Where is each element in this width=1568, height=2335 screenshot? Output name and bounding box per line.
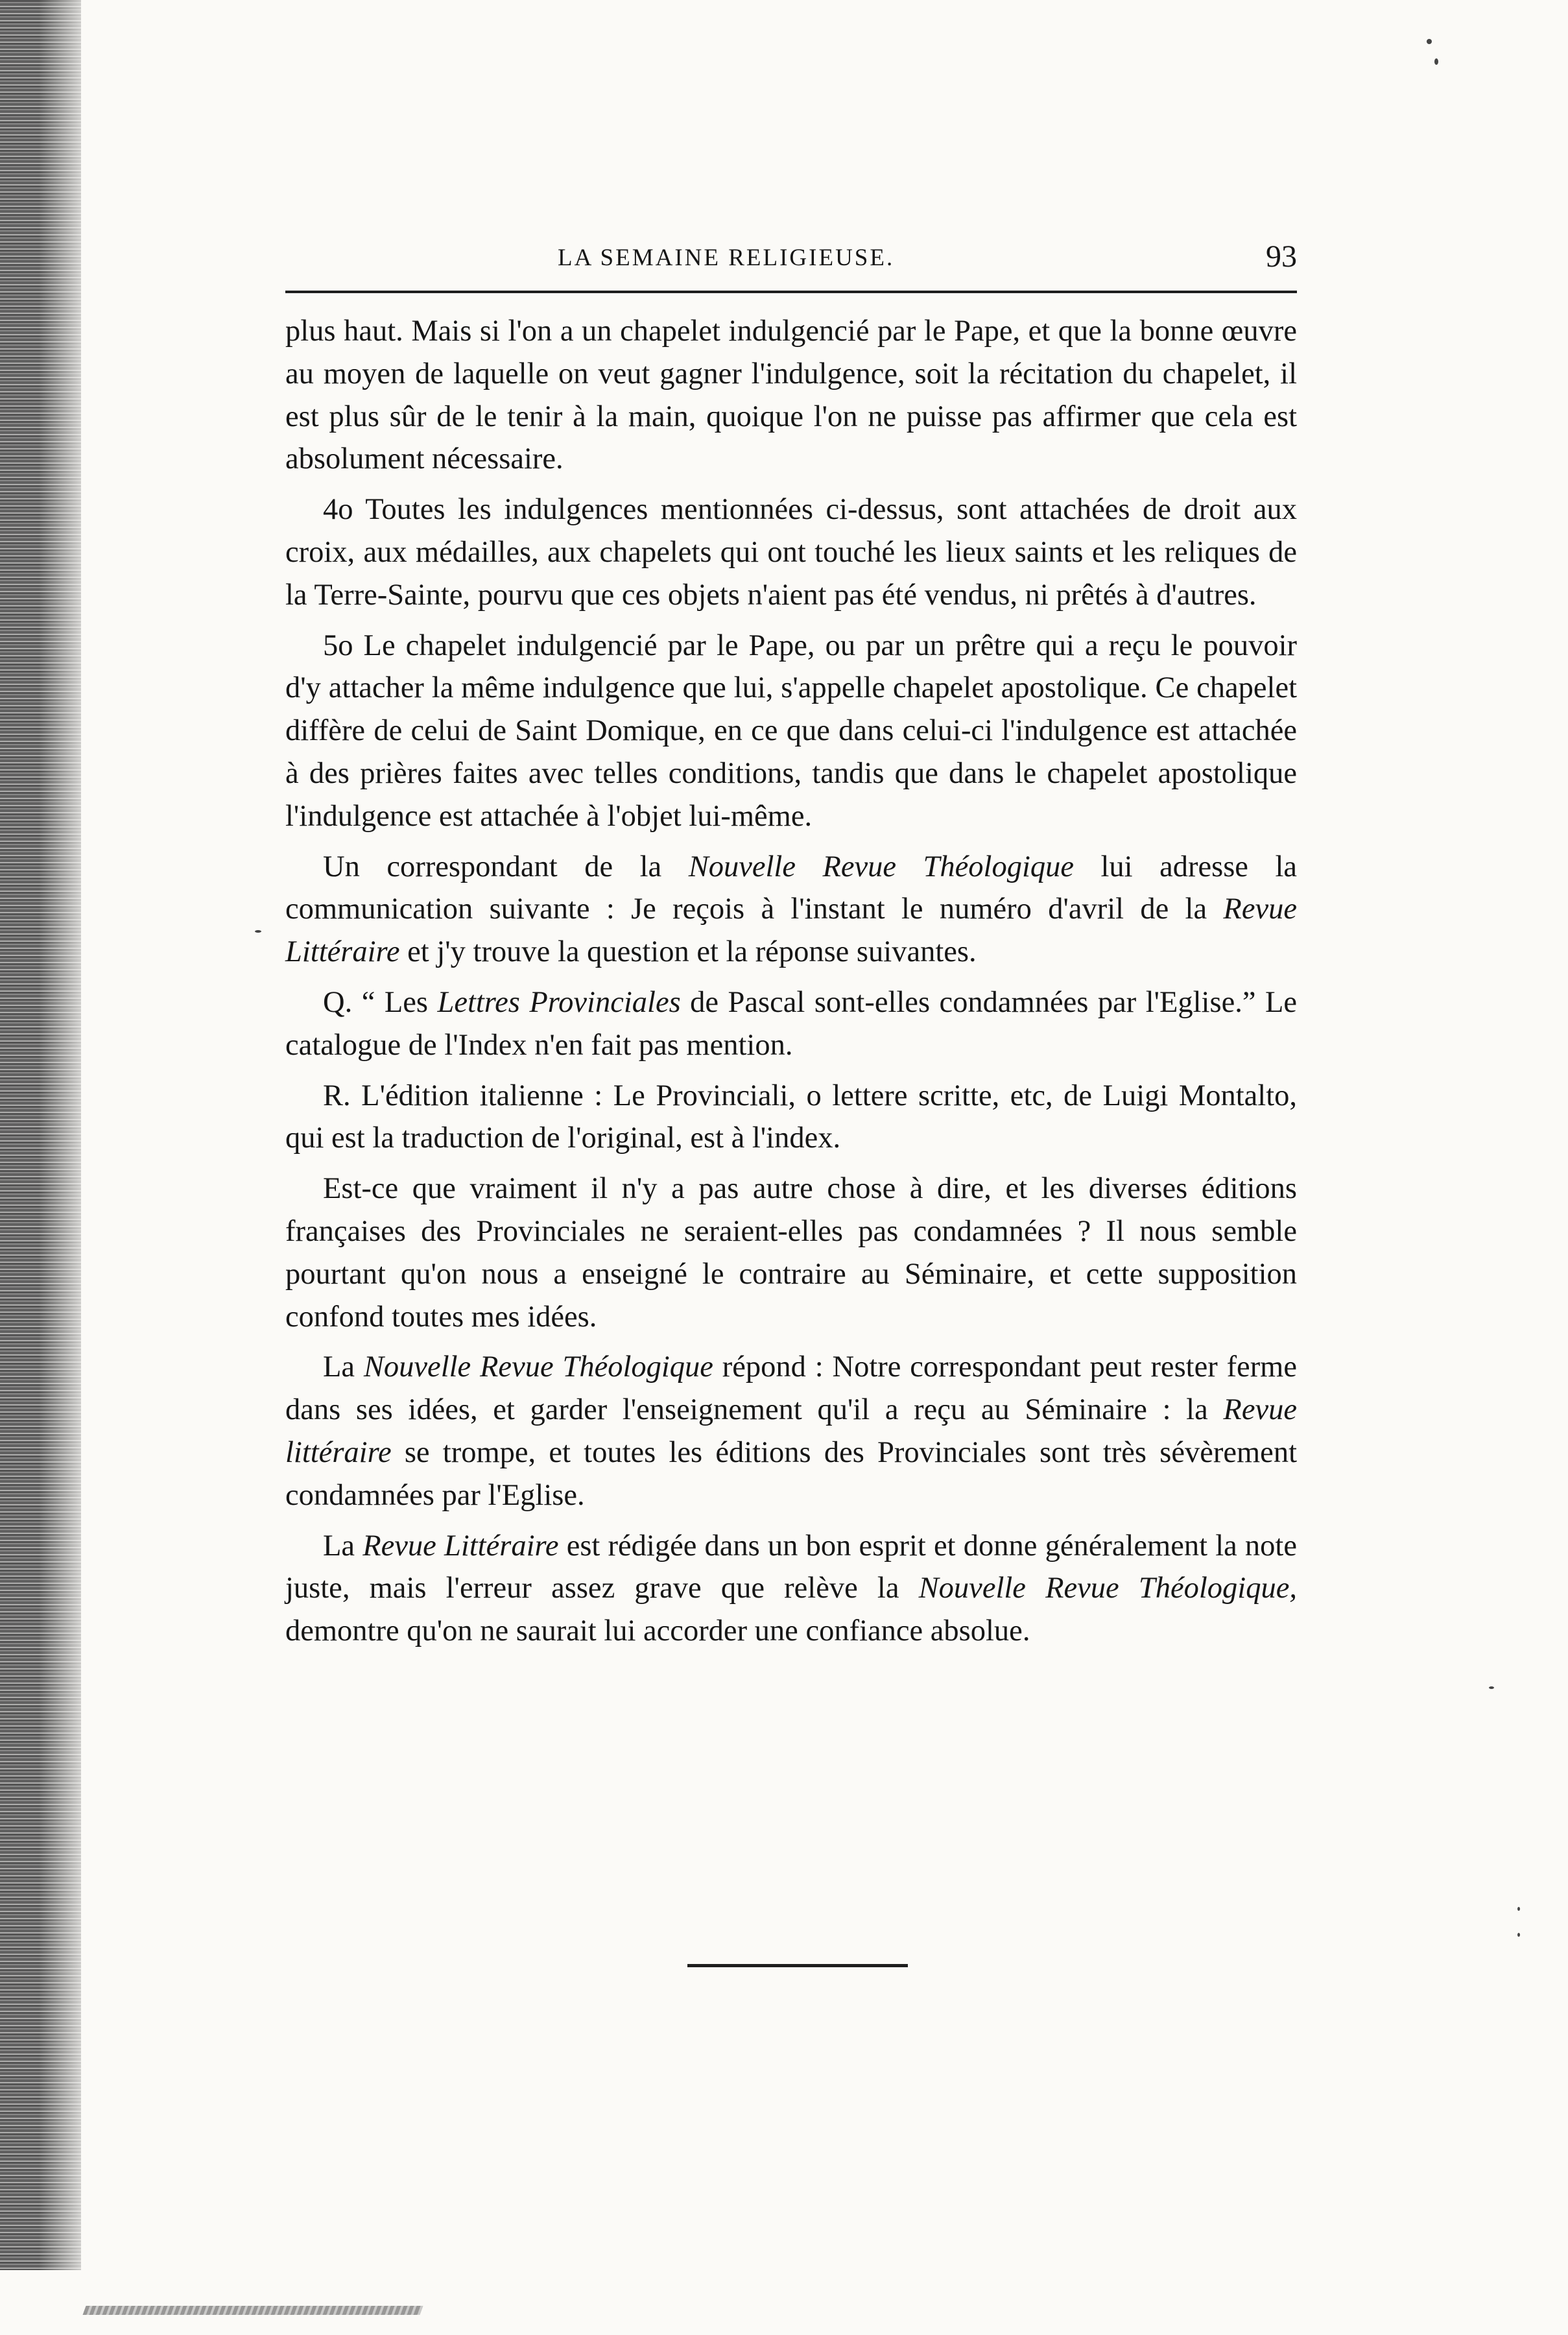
text-run: de Pascal sont-elles condamnées par l'Eglise.” Le catalogue de l'Index n'en fait pas mention. (285, 985, 1298, 1062)
text-run: lui adresse la communication suivante : Je reçois à l'instant le numéro d'avril de la (285, 850, 1298, 926)
scan-speck (1517, 1907, 1520, 1911)
scan-speck (1427, 39, 1432, 44)
paragraph: plus haut. Mais si l'on a un chapelet indulgencié par le Pape, et que la bonne œuvre au moyen de laquelle on veut gagner l'indulgence, soit la récitation du chapelet, il est plus sûr de le tenir à la main, quoique l'on ne puisse pas affirmer que cela est absolument nécessaire. (285, 315, 1297, 476)
paragraph (285, 1525, 1297, 1653)
page-number: 93 (1266, 239, 1297, 274)
italic-title: Lettres Provinciales (437, 985, 681, 1019)
paragraph: 5o Le chapelet indulgencié par le Pape, ou par un prêtre qui a reçu le pouvoir d'y attacher la même indulgence que lui, s'appelle chapelet apostolique. Ce chapelet diffère de celui de Saint Domique, en ce que dans celui-ci l'indulgence est attachée à des prières faites avec telles conditions, tandis que dans le chapelet apostolique l'indulgence est attachée à l'objet lui-même. (285, 629, 1297, 833)
scan-smudge (82, 2306, 423, 2315)
text-run: Q. “ Les (323, 985, 438, 1019)
scan-speck (1489, 1686, 1494, 1689)
text-run: Un correspondant de la (323, 850, 689, 883)
text-run: et j'y trouve la question et la réponse suivantes. (399, 935, 977, 969)
text-run: demontre qu'on ne saurait lui accorder une confiance absolue. (285, 1614, 1030, 1648)
italic-title: Revue littéraire (285, 1393, 1297, 1469)
header-rule (285, 291, 1297, 293)
italic-title: Revue Littéraire (362, 1529, 559, 1563)
italic-title: Revue Littéraire (285, 892, 1297, 969)
text-run: répond : Notre correspondant peut rester ferme dans ses idées, et garder l'enseignement qu'il a reçu au Séminaire : la (285, 1350, 1297, 1427)
running-head (285, 239, 1297, 291)
italic-title: Nouvelle Revue Théologique, (918, 1572, 1297, 1605)
scan-speck (255, 930, 261, 933)
scan-gutter-fade (39, 0, 97, 2270)
body-text (285, 310, 1297, 1660)
text-run: La (323, 1350, 364, 1384)
paragraph (285, 846, 1297, 974)
scan-speck (1517, 1933, 1520, 1937)
paragraph: 4o Toutes les indulgences mentionnées ci-dessus, sont attachées de droit aux croix, aux médailles, aux chapelets qui ont touché les lieux saints et les reliques de la Terre-Sainte, pourvu que ces objets n'aient pas été vendus, ni prêtés à d'autres. (285, 493, 1297, 612)
running-title: LA SEMAINE RELIGIEUSE. (558, 245, 895, 271)
end-rule (687, 1964, 908, 1967)
text-run: La (323, 1529, 363, 1563)
text-run: est rédigée dans un bon esprit et donne généralement la note juste, mais l'erreur assez grave que relève la (285, 1529, 1297, 1605)
paragraph (285, 1346, 1297, 1516)
paragraph: Est-ce que vraiment il n'y a pas autre chose à dire, et les diverses éditions françaises des Provinciales ne seraient-elles pas condamnées ? Il nous semble pourtant qu'on nous a enseigné le contraire au Séminaire, et cette supposition confond toutes mes idées. (285, 1172, 1297, 1334)
paragraph (285, 981, 1297, 1067)
italic-title: Nouvelle Revue Théologique (363, 1350, 713, 1384)
italic-title: Nouvelle Revue Théologique (688, 850, 1075, 883)
paragraph: R. L'édition italienne : Le Provinciali, o lettere scritte, etc, de Luigi Montalto, qui est la traduction de l'original, est à l'index. (285, 1079, 1297, 1155)
scan-speck (1434, 58, 1438, 65)
text-run: se trompe, et toutes les éditions des Provinciales sont très sévèrement condamnées par l'Eglise. (285, 1435, 1297, 1512)
